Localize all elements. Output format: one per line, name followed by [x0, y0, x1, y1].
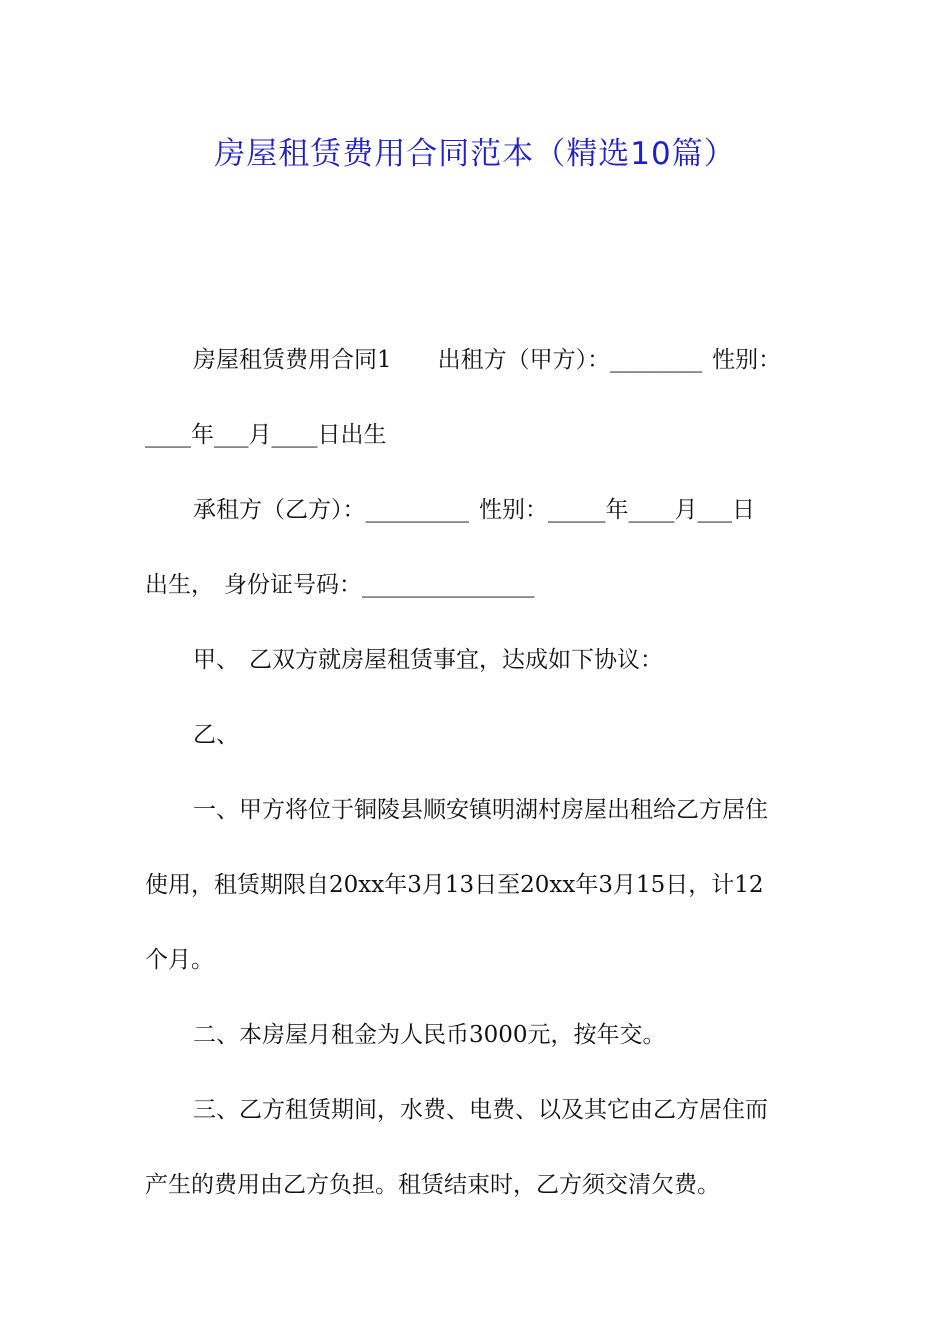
text-line: [145, 1165, 810, 1240]
agreement-intro: 乙双方就房屋租赁事宜，达成如下协议：: [249, 647, 663, 673]
born-label: 出生，: [145, 572, 214, 598]
text-line: [145, 340, 810, 415]
lessor-field: 出租方（甲方）：________: [437, 347, 703, 373]
text-line: [145, 565, 810, 640]
text-line: [145, 490, 810, 565]
document-title: 房屋租赁费用合同范本（精选10篇）: [214, 136, 736, 172]
clause-1-line-2: 使用，租赁期限自20xx年3月13日至20xx年3月15日，计12: [145, 872, 764, 898]
id-number-field: 身份证号码：_______________: [224, 572, 535, 598]
text-line: [145, 940, 810, 1015]
party-a-label: 甲、: [193, 647, 239, 673]
gender-label: 性别：: [712, 347, 782, 373]
text-line: [145, 1090, 810, 1165]
document-body: [145, 340, 810, 1240]
text-line: [145, 790, 810, 865]
party-b-label: 乙、: [193, 722, 239, 748]
text-line: [145, 640, 810, 715]
text-line: [145, 1015, 810, 1090]
birth-date-field: ____年___月____日出生: [145, 422, 387, 448]
text-line: [145, 415, 810, 490]
lessee-gender-date: 性别：_____年____月___日: [479, 497, 755, 523]
clause-1-line-1: 一、甲方将位于铜陵县顺安镇明湖村房屋出租给乙方居住: [193, 797, 768, 823]
clause-3-line-2: 产生的费用由乙方负担。租赁结束时，乙方须交清欠费。: [145, 1172, 720, 1198]
clause-2: 二、本房屋月租金为人民币3000元，按年交。: [193, 1022, 666, 1048]
text-line: [145, 715, 810, 790]
text-line: [145, 865, 810, 940]
clause-1-line-3: 个月。: [145, 947, 214, 973]
contract-heading: 房屋租赁费用合同1: [193, 347, 392, 373]
lessee-field: 承租方（乙方）：_________: [193, 497, 469, 523]
clause-3-line-1: 三、乙方租赁期间，水费、电费、以及其它由乙方居住而: [193, 1097, 768, 1123]
